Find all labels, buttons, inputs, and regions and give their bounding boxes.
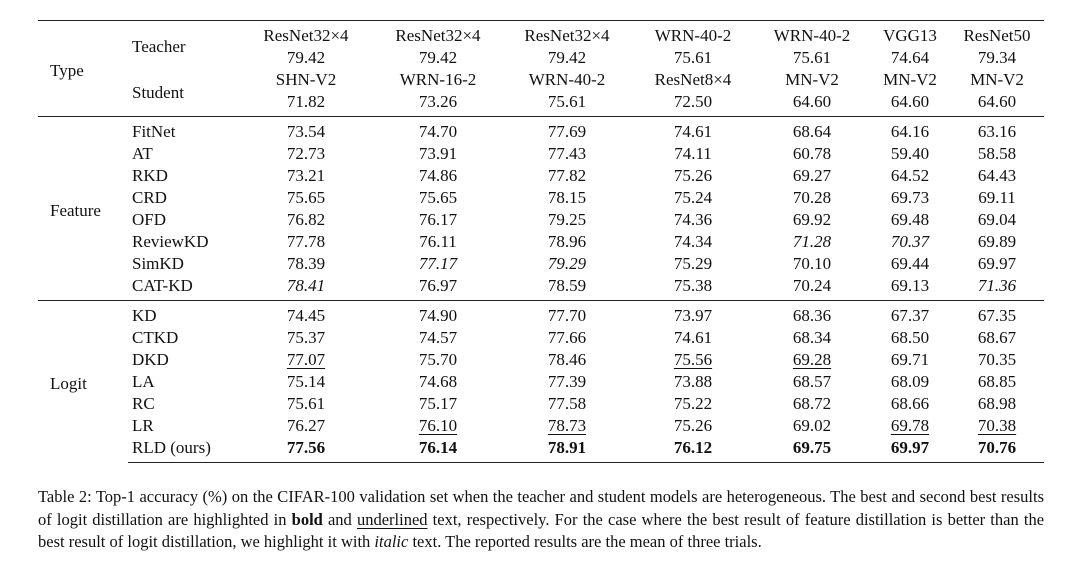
value-cell [632,327,754,349]
value-cell [502,253,632,275]
accuracy-value: 75.17 [418,394,458,413]
value-cell [754,165,870,187]
value-cell [950,275,1044,301]
accuracy-value: 74.68 [418,372,458,391]
header-row-teacher-name [38,21,1044,48]
accuracy-value: 69.71 [890,350,930,369]
value-cell [374,117,502,144]
accuracy-value: 76.97 [418,276,458,295]
accuracy-value: 70.24 [792,276,832,295]
value-cell [374,437,502,463]
accuracy-value: 67.35 [977,306,1017,325]
student-name-cell: WRN-40-2 [528,70,606,89]
accuracy-value: 64.16 [890,122,930,141]
value-cell [870,187,950,209]
student-accuracy-cell: 72.50 [673,92,713,111]
accuracy-value: 77.82 [547,166,587,185]
value-cell [238,327,374,349]
accuracy-value: 77.70 [547,306,587,325]
accuracy-value: 60.78 [792,144,832,163]
accuracy-value: 77.66 [547,328,587,347]
value-cell [502,415,632,437]
accuracy-value: 75.22 [673,394,713,413]
student-name-cell: MN-V2 [883,70,937,89]
value-cell [238,117,374,144]
table-row [38,275,1044,301]
caption-text-3: text, respectively. For the case where the best result of feature distillation is better than the best result of logit distillation, we highlight it with [38,509,1045,551]
accuracy-value: 77.56 [286,438,326,457]
accuracy-value: 79.25 [547,210,587,229]
value-cell [374,393,502,415]
accuracy-value: 69.11 [978,188,1016,207]
value-cell [502,187,632,209]
student-accuracy-cell: 71.82 [286,92,326,111]
accuracy-value: 76.12 [673,438,713,457]
student-name-cell: MN-V2 [970,70,1024,89]
value-cell [754,437,870,463]
accuracy-value: 71.28 [792,232,832,251]
value-cell [238,349,374,371]
accuracy-value: 68.72 [792,394,832,413]
value-cell [632,437,754,463]
teacher-name-cell: ResNet50 [950,21,1044,48]
teacher-accuracy-cell: 74.64 [890,48,930,67]
value-cell [238,143,374,165]
accuracy-value: 74.70 [418,122,458,141]
value-cell [374,371,502,393]
value-cell [502,301,632,328]
accuracy-value: 69.75 [792,438,832,457]
accuracy-value: 74.61 [673,122,713,141]
value-cell [238,371,374,393]
value-cell [632,253,754,275]
table-body [38,21,1044,463]
value-cell [632,117,754,144]
value-cell [238,253,374,275]
caption-bold-word: bold [291,509,323,529]
accuracy-value: 73.54 [286,122,326,141]
accuracy-value: 74.57 [418,328,458,347]
accuracy-value: 78.96 [547,232,587,251]
accuracy-value: 75.24 [673,188,713,207]
accuracy-value: 69.13 [890,276,930,295]
accuracy-value: 63.16 [977,122,1017,141]
accuracy-value: 78.59 [547,276,587,295]
accuracy-value: 69.04 [977,210,1017,229]
caption-text-4: text. The reported results are the mean of three trials. [408,532,762,551]
accuracy-value: 76.17 [418,210,458,229]
accuracy-value: 76.82 [286,210,326,229]
value-cell [950,393,1044,415]
method-name: SimKD [132,254,184,273]
value-cell [632,371,754,393]
table-row [38,415,1044,437]
method-name: ReviewKD [132,232,209,251]
teacher-name-cell: ResNet32×4 [238,21,374,48]
value-cell [754,117,870,144]
accuracy-value: 77.78 [286,232,326,251]
teacher-accuracy-cell: 79.42 [418,48,458,67]
value-cell [374,253,502,275]
value-cell [870,437,950,463]
teacher-accuracy-cell: 75.61 [792,48,832,67]
value-cell [754,143,870,165]
accuracy-value: 71.36 [977,276,1017,295]
value-cell [632,393,754,415]
value-cell [950,231,1044,253]
accuracy-value: 69.27 [792,166,832,185]
table-row [38,349,1044,371]
value-cell [870,117,950,144]
accuracy-value: 77.07 [286,350,326,369]
value-cell [238,209,374,231]
value-cell [950,209,1044,231]
value-cell [374,275,502,301]
accuracy-value: 75.56 [673,350,713,369]
accuracy-value: 75.26 [673,416,713,435]
value-cell [754,275,870,301]
accuracy-value: 68.34 [792,328,832,347]
value-cell [870,327,950,349]
value-cell [238,301,374,328]
accuracy-value: 69.02 [792,416,832,435]
value-cell [632,275,754,301]
accuracy-value: 69.48 [890,210,930,229]
accuracy-value: 68.85 [977,372,1017,391]
accuracy-value: 69.78 [890,416,930,435]
table-row [38,437,1044,463]
value-cell [502,327,632,349]
caption-italic-word: italic [374,532,409,551]
accuracy-value: 68.98 [977,394,1017,413]
caption-text-2: and [322,509,357,529]
caption-text-1: Table 2: Top-1 accuracy (%) on the CIFAR-100 validation set when the teacher and student models are heterogeneous. The best and second best results of logit distillation are highlighted in [38,487,1044,529]
accuracy-value: 78.91 [547,438,587,457]
value-cell [754,253,870,275]
method-name: RC [132,394,155,413]
student-accuracy-cell: 64.60 [890,92,930,111]
accuracy-value: 74.45 [286,306,326,325]
value-cell [632,187,754,209]
value-cell [238,437,374,463]
table-row [38,393,1044,415]
value-cell [754,393,870,415]
value-cell [374,415,502,437]
accuracy-value: 69.44 [890,254,930,273]
value-cell [950,187,1044,209]
value-cell [870,371,950,393]
value-cell [374,301,502,328]
value-cell [502,209,632,231]
value-cell [374,327,502,349]
value-cell [374,187,502,209]
value-cell [502,117,632,144]
accuracy-value: 78.15 [547,188,587,207]
accuracy-value: 76.10 [418,416,458,435]
value-cell [870,231,950,253]
caption-underline-word: underlined [356,509,428,529]
accuracy-value: 70.76 [977,438,1017,457]
accuracy-value: 75.14 [286,372,326,391]
value-cell [632,143,754,165]
value-cell [238,165,374,187]
value-cell [502,143,632,165]
accuracy-value: 76.14 [418,438,458,457]
accuracy-value: 69.92 [792,210,832,229]
value-cell [374,165,502,187]
value-cell [754,415,870,437]
value-cell [950,143,1044,165]
accuracy-value: 75.65 [286,188,326,207]
teacher-accuracy-cell: 79.42 [286,48,326,67]
value-cell [754,231,870,253]
student-name-cell: ResNet8×4 [654,70,732,89]
accuracy-value: 74.86 [418,166,458,185]
accuracy-value: 77.58 [547,394,587,413]
teacher-label: Teacher [128,21,238,70]
accuracy-value: 58.58 [977,144,1017,163]
accuracy-value: 77.39 [547,372,587,391]
method-name: OFD [132,210,167,229]
value-cell [950,437,1044,463]
accuracy-value: 78.41 [286,276,326,295]
accuracy-value: 76.11 [419,232,457,251]
accuracy-value: 68.09 [890,372,930,391]
accuracy-value: 67.37 [890,306,930,325]
accuracy-value: 68.67 [977,328,1017,347]
teacher-name-cell: WRN-40-2 [632,21,754,48]
value-cell [870,349,950,371]
student-accuracy-cell: 75.61 [547,92,587,111]
student-accuracy-cell: 73.26 [418,92,458,111]
student-name-cell: SHN-V2 [275,70,337,89]
value-cell [950,117,1044,144]
accuracy-value: 68.64 [792,122,832,141]
accuracy-value: 64.52 [890,166,930,185]
accuracy-value: 75.65 [418,188,458,207]
accuracy-value: 76.27 [286,416,326,435]
teacher-accuracy-cell: 75.61 [673,48,713,67]
table-row [38,209,1044,231]
table-row [38,165,1044,187]
method-name: RLD (ours) [128,437,238,463]
student-name-cell: MN-V2 [785,70,839,89]
value-cell [950,253,1044,275]
value-cell [238,393,374,415]
accuracy-value: 73.21 [286,166,326,185]
student-accuracy-cell: 64.60 [792,92,832,111]
method-name: KD [128,301,238,328]
accuracy-value: 75.26 [673,166,713,185]
value-cell [374,143,502,165]
value-cell [632,165,754,187]
accuracy-value: 74.61 [673,328,713,347]
accuracy-value: 75.38 [673,276,713,295]
method-name: DKD [132,350,169,369]
table-row [38,371,1044,393]
accuracy-value: 70.37 [890,232,930,251]
accuracy-value: 79.29 [547,254,587,273]
value-cell [950,327,1044,349]
accuracy-value: 68.36 [792,306,832,325]
table-row [38,301,1044,328]
accuracy-value: 77.69 [547,122,587,141]
value-cell [238,275,374,301]
value-cell [374,209,502,231]
accuracy-value: 74.11 [674,144,712,163]
accuracy-value: 70.38 [977,416,1017,435]
accuracy-value: 73.88 [673,372,713,391]
table-row [38,117,1044,144]
value-cell [502,437,632,463]
value-cell [950,371,1044,393]
value-cell [502,275,632,301]
teacher-name-cell: VGG13 [870,21,950,48]
results-table [38,20,1044,463]
accuracy-value: 77.43 [547,144,587,163]
accuracy-value: 69.89 [977,232,1017,251]
value-cell [870,209,950,231]
method-name: CAT-KD [132,276,193,295]
value-cell [502,349,632,371]
accuracy-value: 68.66 [890,394,930,413]
accuracy-value: 78.73 [547,416,587,435]
accuracy-value: 70.28 [792,188,832,207]
value-cell [502,371,632,393]
value-cell [950,349,1044,371]
accuracy-value: 74.36 [673,210,713,229]
value-cell [754,209,870,231]
accuracy-value: 77.17 [418,254,458,273]
value-cell [950,301,1044,328]
value-cell [870,301,950,328]
table-row [38,231,1044,253]
method-name: FitNet [128,117,238,144]
value-cell [238,415,374,437]
method-name: LA [132,372,155,391]
value-cell [632,231,754,253]
accuracy-value: 78.39 [286,254,326,273]
accuracy-value: 59.40 [890,144,930,163]
method-name: AT [132,144,153,163]
group-label: Feature [38,117,128,301]
value-cell [374,349,502,371]
accuracy-value: 69.97 [977,254,1017,273]
accuracy-value: 73.91 [418,144,458,163]
accuracy-value: 75.29 [673,254,713,273]
accuracy-value: 64.43 [977,166,1017,185]
student-label: Student [132,82,184,102]
teacher-name-cell: ResNet32×4 [374,21,502,48]
value-cell [870,165,950,187]
value-cell [870,393,950,415]
value-cell [754,187,870,209]
table-row [38,327,1044,349]
accuracy-value: 68.50 [890,328,930,347]
accuracy-value: 68.57 [792,372,832,391]
teacher-accuracy-cell: 79.34 [977,48,1017,67]
value-cell [754,349,870,371]
teacher-accuracy-cell: 79.42 [547,48,587,67]
method-name: CRD [132,188,167,207]
value-cell [870,253,950,275]
value-cell [754,301,870,328]
accuracy-value: 74.34 [673,232,713,251]
accuracy-value: 75.61 [286,394,326,413]
value-cell [374,231,502,253]
value-cell [870,415,950,437]
group-label: Logit [38,301,128,463]
table-caption [38,486,1044,554]
value-cell [632,301,754,328]
type-label: Type [38,21,128,117]
value-cell [632,209,754,231]
value-cell [502,165,632,187]
value-cell [238,187,374,209]
value-cell [502,231,632,253]
results-table-container [38,20,1044,463]
method-name: CTKD [132,328,179,347]
accuracy-value: 69.28 [792,350,832,369]
accuracy-value: 78.46 [547,350,587,369]
method-name: LR [132,416,154,435]
teacher-name-cell: ResNet32×4 [502,21,632,48]
accuracy-value: 72.73 [286,144,326,163]
value-cell [632,349,754,371]
accuracy-value: 75.70 [418,350,458,369]
value-cell [950,165,1044,187]
accuracy-value: 69.73 [890,188,930,207]
value-cell [238,231,374,253]
student-name-cell: WRN-16-2 [399,70,477,89]
value-cell [870,143,950,165]
value-cell [502,393,632,415]
value-cell [632,415,754,437]
accuracy-value: 74.90 [418,306,458,325]
method-name: RKD [132,166,168,185]
header-row-student-name [38,69,1044,91]
value-cell [754,371,870,393]
table-row [38,253,1044,275]
accuracy-value: 70.10 [792,254,832,273]
accuracy-value: 70.35 [977,350,1017,369]
table-row [38,187,1044,209]
value-cell [950,415,1044,437]
table-row [38,143,1044,165]
accuracy-value: 73.97 [673,306,713,325]
teacher-name-cell: WRN-40-2 [754,21,870,48]
value-cell [870,275,950,301]
value-cell [754,327,870,349]
accuracy-value: 69.97 [890,438,930,457]
accuracy-value: 75.37 [286,328,326,347]
student-accuracy-cell: 64.60 [977,92,1017,111]
